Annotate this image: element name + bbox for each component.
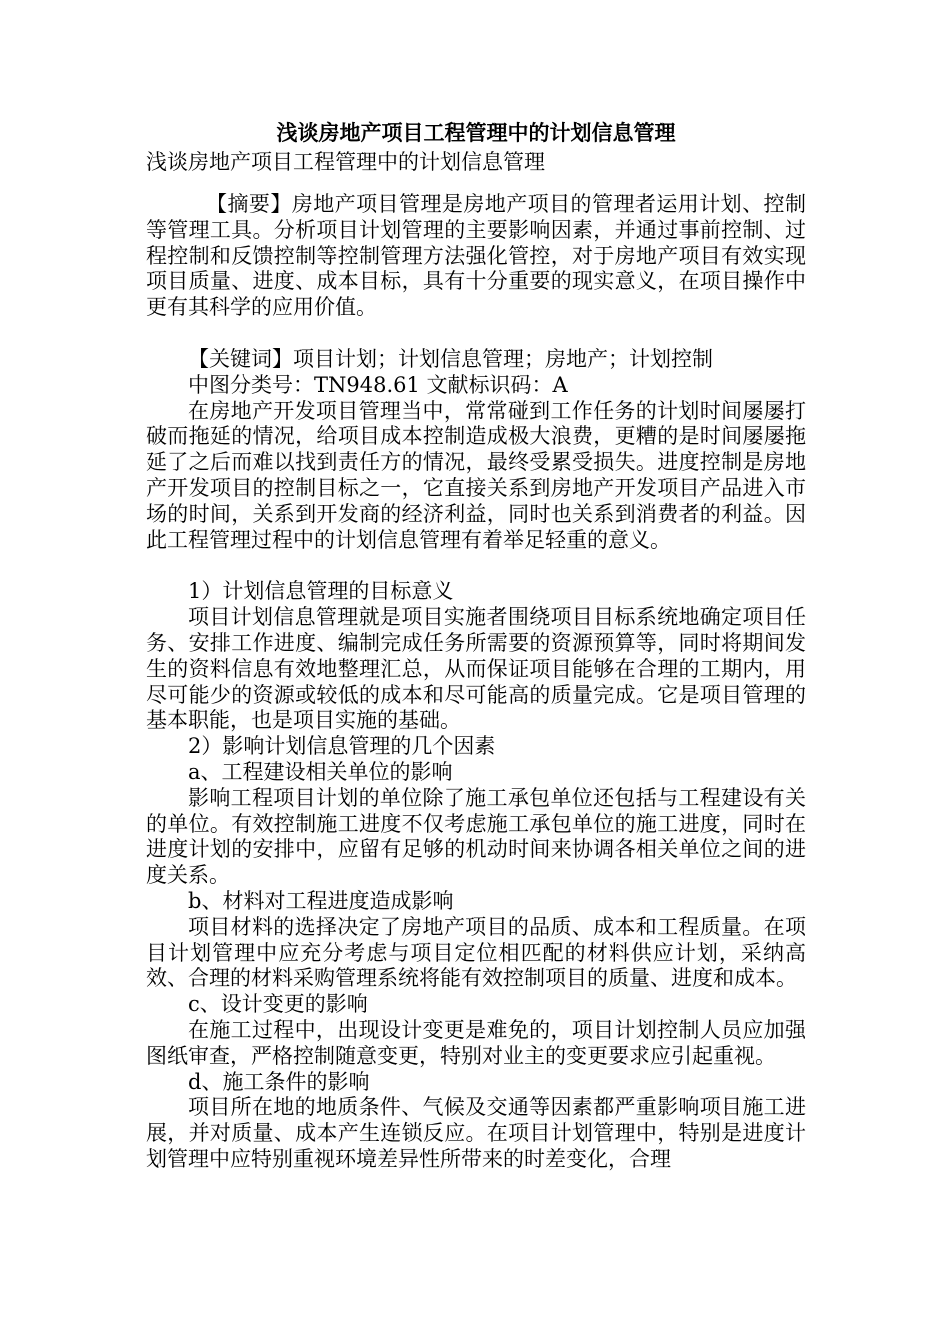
section-1-body: 项目计划信息管理就是项目实施者围绕项目目标系统地确定项目任务、安排工作进度、编制完成任务所需要的资源预算等，同时将期间发生的资料信息有效地整理汇总，从而保证项目能够在合理的工期内，用尽可能少的资源或较低的成本和尽可能高的质量完成。它是项目管理的基本职能，也是项目实施的基础。 (146, 605, 806, 733)
subsection-d-body: 项目所在地的地质条件、气候及交通等因素都严重影响项目施工进展，并对质量、成本产生连锁反应。在项目计划管理中，特别是进度计划管理中应特别重视环境差异性所带来的时差变化，合理 (146, 1095, 806, 1171)
subsection-a-heading: a、工程建设相关单位的影响 (188, 759, 453, 784)
document-title: 浅谈房地产项目工程管理中的计划信息管理 (276, 120, 676, 145)
subsection-b-heading: b、材料对工程进度造成影响 (188, 888, 454, 913)
abstract-paragraph: 【摘要】房地产项目管理是房地产项目的管理者运用计划、控制等管理工具。分析项目计划管理的主要影响因素，并通过事前控制、过程控制和反馈控制等控制管理方法强化管控，对于房地产项目有效实现项目质量、进度、成本目标，具有十分重要的现实意义，在项目操作中更有其科学的应用价值。 (146, 192, 806, 320)
section-1-heading: 1）计划信息管理的目标意义 (188, 579, 454, 604)
intro-paragraph: 在房地产开发项目管理当中，常常碰到工作任务的计划时间屡屡打破而拖延的情况，给项目成本控制造成极大浪费，更糟的是时间屡屡拖延了之后而难以找到责任方的情况，最终受累受损失。进度控制是房地产开发项目的控制目标之一，它直接关系到房地产开发项目产品进入市场的时间，关系到开发商的经济利益，同时也关系到消费者的利益。因此工程管理过程中的计划信息管理有着举足轻重的意义。 (146, 398, 806, 552)
classification-line: 中图分类号：TN948.61 文献标识码：A (188, 372, 568, 397)
document-subtitle: 浅谈房地产项目工程管理中的计划信息管理 (146, 150, 545, 174)
section-2-heading: 2）影响计划信息管理的几个因素 (188, 734, 496, 759)
keywords-line: 【关键词】项目计划；计划信息管理；房地产；计划控制 (188, 346, 713, 371)
document-page (146, 118, 806, 1173)
subsection-c-heading: c、设计变更的影响 (188, 992, 368, 1017)
spacer (146, 553, 806, 579)
subsection-c-body: 在施工过程中，出现设计变更是难免的，项目计划控制人员应加强图纸审查，严格控制随意变更，特别对业主的变更要求应引起重视。 (146, 1017, 806, 1068)
subsection-b-body: 项目材料的选择决定了房地产项目的品质、成本和工程质量。在项目计划管理中应充分考虑与项目定位相匹配的材料供应计划，采纳高效、合理的材料采购管理系统将能有效控制项目的质量、进度和成本。 (146, 914, 806, 991)
subsection-a-body: 影响工程项目计划的单位除了施工承包单位还包括与工程建设有关的单位。有效控制施工进度不仅考虑施工承包单位的施工进度，同时在进度计划的安排中，应留有足够的机动时间来协调各相关单位之间的进度关系。 (146, 785, 806, 888)
spacer (146, 321, 806, 347)
subsection-d-heading: d、施工条件的影响 (188, 1069, 370, 1094)
